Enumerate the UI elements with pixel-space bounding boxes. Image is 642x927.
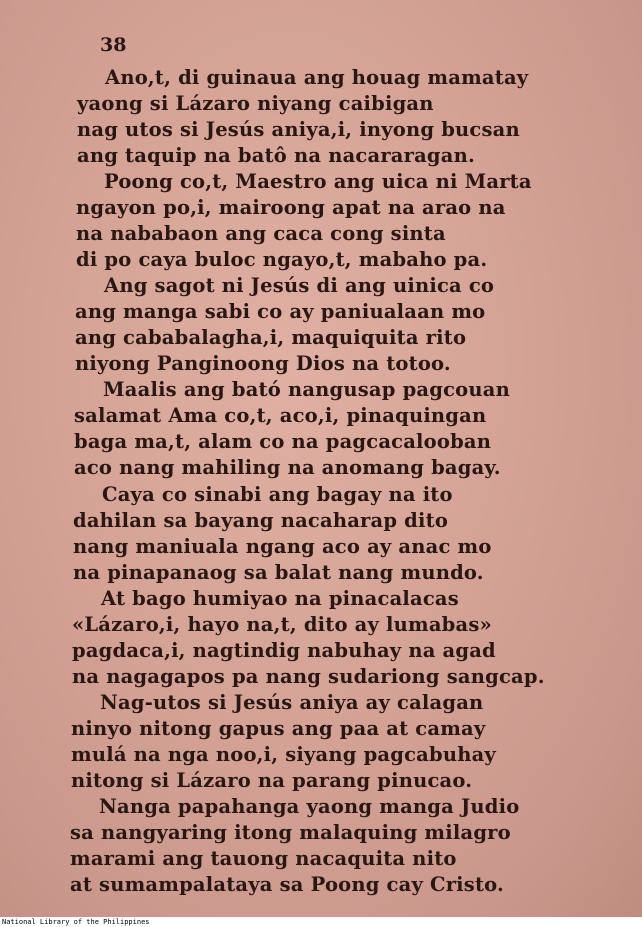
text-line: «Lázaro,i, hayo na,t, dito ay lumabas» (72, 613, 492, 636)
page-number: 38 (100, 34, 127, 56)
text-line: sa nangyaring itong malaquing milagro (70, 821, 511, 844)
text-line: ninyo nitong gapus ang paa at camay (71, 717, 486, 740)
text-line: Poong co,t, Maestro ang uica ni Marta (104, 170, 532, 193)
text-line: Ang sagot ni Jesús di ang uinica co (104, 274, 495, 297)
text-line: niyong Panginoong Dios na totoo. (75, 352, 451, 375)
text-line: pagdaca,i, nagtindig nabuhay na agad (72, 639, 496, 662)
text-line: aco nang mahiling na anomang bagay. (74, 456, 501, 479)
text-line: dahilan sa bayang nacaharap dito (73, 509, 449, 532)
text-line: nitong si Lázaro na parang pinucao. (71, 769, 473, 792)
text-line: di po caya buloc ngayo,t, mabaho pa. (76, 248, 488, 271)
text-line: yaong si Lázaro niyang caibigan (77, 92, 434, 115)
text-line: Ano,t, di guinaua ang houag mamatay (105, 66, 529, 89)
text-line: ang cababalagha,i, maquiquita rito (75, 326, 467, 349)
text-line: mulá na nga noo,i, siyang pagcabuhay (71, 743, 496, 766)
text-line: Maalis ang bató nangusap pagcouan (103, 378, 510, 401)
text-line: ngayon po,i, mairoong apat na arao na (76, 196, 506, 219)
text-line: at sumampalataya sa Poong cay Cristo. (70, 873, 505, 896)
text-line: na nagagapos pa nang sudariong sangcap. (72, 665, 545, 688)
text-line: ang taquip na batô na nacararagan. (77, 144, 475, 167)
text-line: na pinapanaog sa balat nang mundo. (73, 561, 484, 584)
text-line: Nag-utos si Jesús aniya ay calagan (100, 691, 484, 714)
text-line: Caya co sinabi ang bagay na ito (102, 483, 453, 506)
text-line: nang maniuala ngang aco ay anac mo (73, 535, 492, 558)
footer-credit: National Library of the Philippines (0, 918, 642, 927)
text-line: nag utos si Jesús aniya,i, inyong bucsan (77, 118, 520, 141)
text-line: salamat Ama co,t, aco,i, pinaquingan (74, 404, 487, 427)
text-line: baga ma,t, alam co na pagcacalooban (74, 430, 492, 453)
text-line: At bago humiyao na pinacalacas (101, 587, 459, 610)
text-line: Nanga papahanga yaong manga Judio (99, 795, 520, 818)
text-line: marami ang tauong nacaquita nito (70, 847, 457, 870)
text-line: na nababaon ang caca cong sinta (76, 222, 446, 245)
text-line: ang manga sabi co ay paniualaan mo (75, 300, 486, 323)
